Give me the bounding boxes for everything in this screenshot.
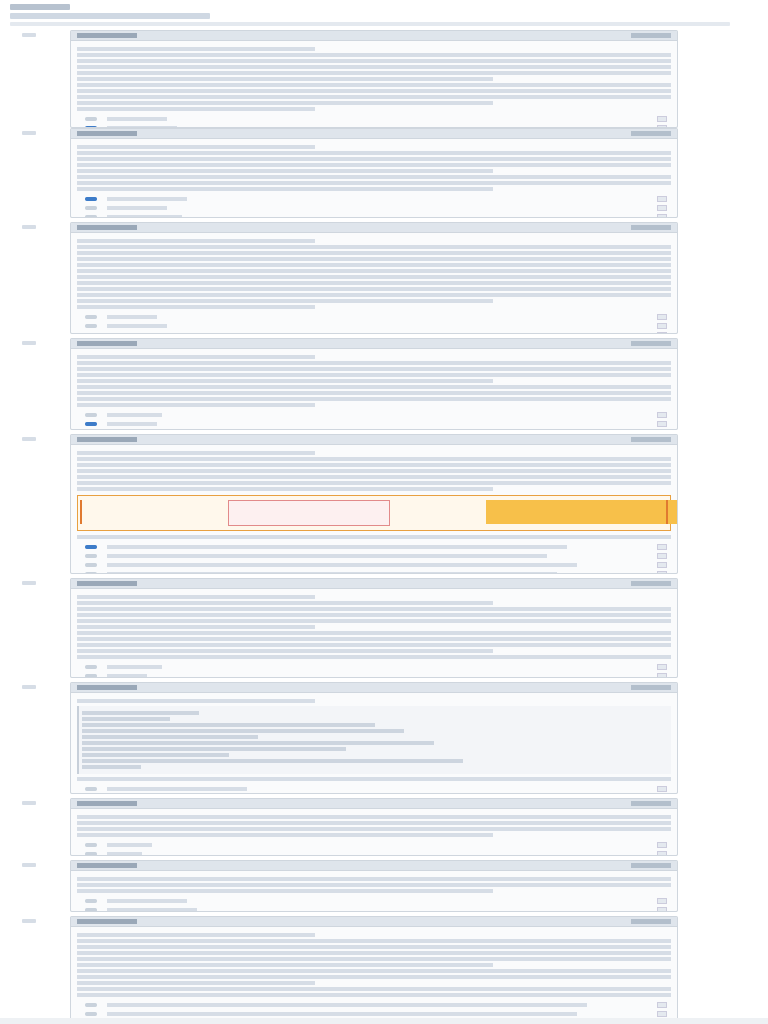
- question-card: [70, 30, 678, 128]
- option[interactable]: [77, 672, 671, 678]
- question-score: [631, 581, 671, 586]
- option[interactable]: [77, 1001, 671, 1009]
- question-card: [70, 798, 678, 856]
- option[interactable]: [77, 552, 671, 560]
- question-score: [631, 131, 671, 136]
- option[interactable]: [77, 213, 671, 218]
- option[interactable]: [77, 331, 671, 334]
- question-number: [22, 863, 44, 867]
- option[interactable]: [77, 411, 671, 419]
- question-card: [70, 338, 678, 430]
- option[interactable]: [77, 429, 671, 430]
- question-score: [631, 341, 671, 346]
- question-number: [22, 685, 44, 689]
- option[interactable]: [77, 1010, 671, 1018]
- radio-button[interactable]: [85, 117, 97, 121]
- question-score: [631, 437, 671, 442]
- radio-button[interactable]: [85, 315, 97, 319]
- page-bottom-edge: [0, 1018, 768, 1024]
- question-title: [77, 863, 137, 868]
- radio-button[interactable]: [85, 197, 97, 201]
- question-title: [77, 685, 137, 690]
- question-number: [22, 131, 44, 135]
- question-title: [77, 801, 137, 806]
- radio-button[interactable]: [85, 333, 97, 334]
- radio-button[interactable]: [85, 674, 97, 678]
- option[interactable]: [77, 195, 671, 203]
- option[interactable]: [77, 115, 671, 123]
- question-title: [77, 225, 137, 230]
- question-number: [22, 581, 44, 585]
- question-title: [77, 131, 137, 136]
- question-score: [631, 225, 671, 230]
- question-card: [70, 682, 678, 794]
- question-score: [631, 33, 671, 38]
- radio-button[interactable]: [85, 908, 97, 912]
- option[interactable]: [77, 906, 671, 912]
- page-meta: [10, 22, 730, 26]
- option[interactable]: [77, 322, 671, 330]
- option[interactable]: [77, 420, 671, 428]
- question-card: [70, 434, 678, 574]
- question-card: [70, 222, 678, 334]
- page-header: [10, 2, 760, 32]
- question-card: [70, 578, 678, 678]
- radio-button[interactable]: [85, 554, 97, 558]
- question-title: [77, 341, 137, 346]
- question-title: [77, 581, 137, 586]
- question-title: [77, 33, 137, 38]
- question-card: [70, 860, 678, 912]
- option[interactable]: [77, 570, 671, 574]
- question-number: [22, 225, 44, 229]
- question-title: [77, 919, 137, 924]
- radio-button[interactable]: [85, 787, 97, 791]
- question-score: [631, 863, 671, 868]
- radio-button[interactable]: [85, 665, 97, 669]
- question-title: [77, 437, 137, 442]
- question-score: [631, 801, 671, 806]
- page-title: [10, 4, 70, 10]
- question-card: [70, 128, 678, 218]
- question-score: [631, 919, 671, 924]
- radio-button[interactable]: [85, 324, 97, 328]
- radio-button[interactable]: [85, 422, 97, 426]
- question-number: [22, 341, 44, 345]
- radio-button[interactable]: [85, 563, 97, 567]
- option[interactable]: [77, 561, 671, 569]
- question-number: [22, 33, 44, 37]
- question-figure: [77, 495, 671, 531]
- option[interactable]: [77, 897, 671, 905]
- radio-button[interactable]: [85, 899, 97, 903]
- code-block: [77, 706, 671, 774]
- radio-button[interactable]: [85, 852, 97, 856]
- option[interactable]: [77, 313, 671, 321]
- radio-button[interactable]: [85, 1012, 97, 1016]
- question-number: [22, 437, 44, 441]
- page-subtitle: [10, 13, 210, 19]
- question-number: [22, 919, 44, 923]
- question-card: [70, 916, 678, 1020]
- question-score: [631, 685, 671, 690]
- radio-button[interactable]: [85, 206, 97, 210]
- option[interactable]: [77, 204, 671, 212]
- radio-button[interactable]: [85, 545, 97, 549]
- radio-button[interactable]: [85, 843, 97, 847]
- radio-button[interactable]: [85, 572, 97, 574]
- option[interactable]: [77, 850, 671, 856]
- radio-button[interactable]: [85, 413, 97, 417]
- radio-button[interactable]: [85, 215, 97, 218]
- option[interactable]: [77, 841, 671, 849]
- option[interactable]: [77, 663, 671, 671]
- radio-button[interactable]: [85, 1003, 97, 1007]
- option[interactable]: [77, 543, 671, 551]
- question-number: [22, 801, 44, 805]
- option[interactable]: [77, 785, 671, 793]
